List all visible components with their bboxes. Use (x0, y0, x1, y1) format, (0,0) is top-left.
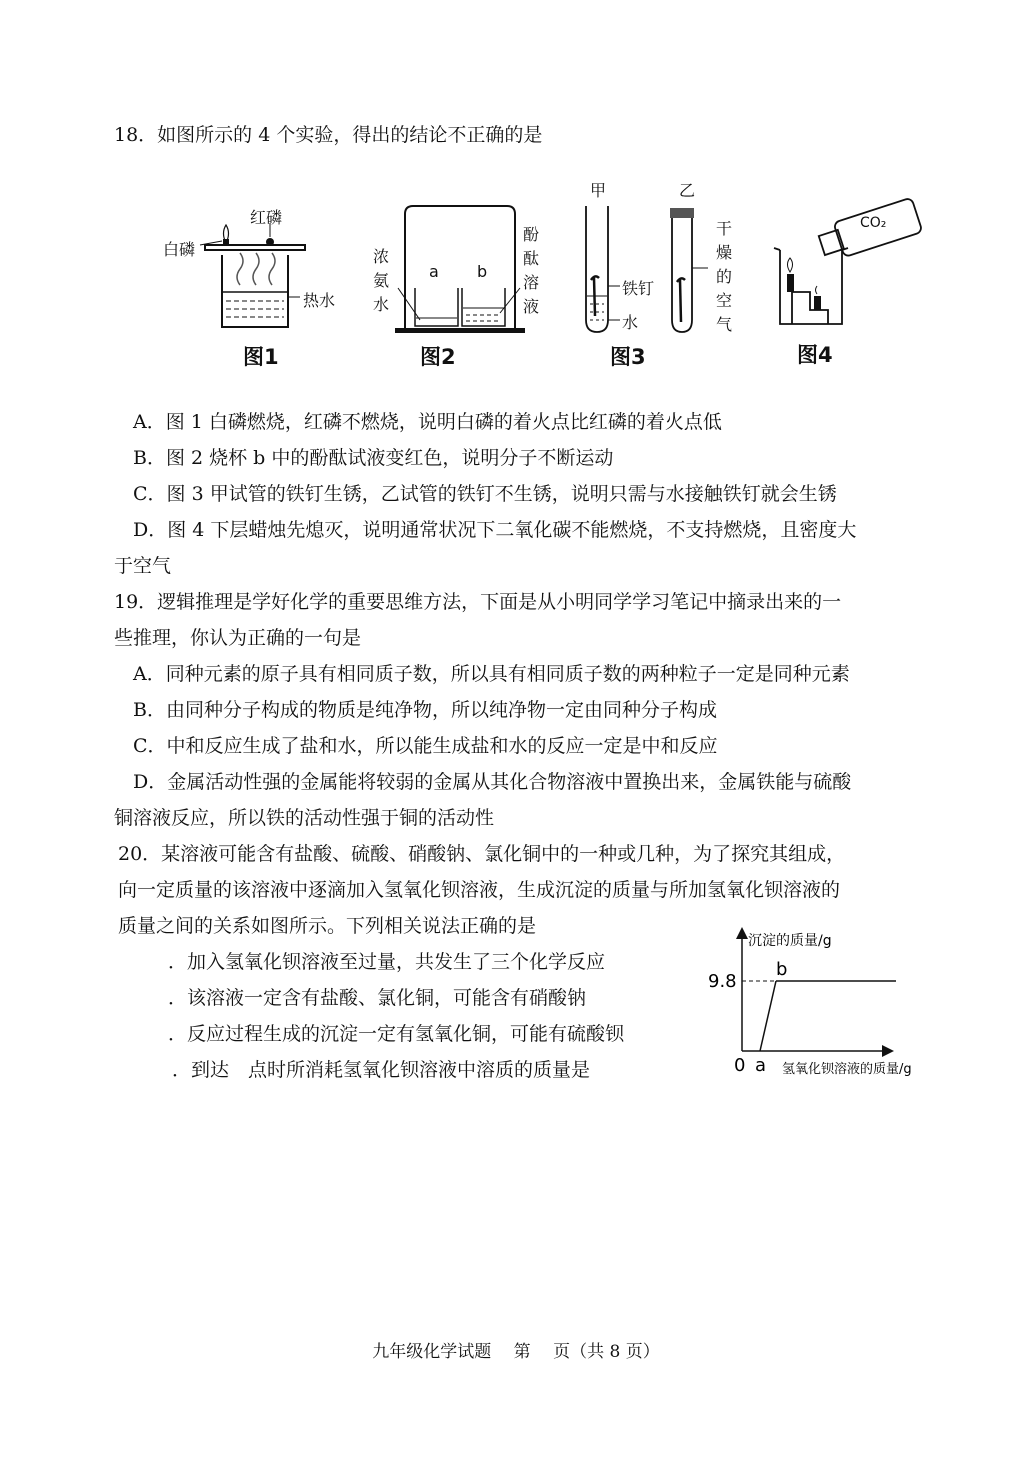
fig3-dry-air-label-3: 的 (716, 267, 733, 286)
fig3-dry-air-label-5: 气 (716, 315, 733, 334)
q18-option-d: D．图 4 下层蜡烛先熄灭，说明通常状况下二氧化碳不能燃烧，不支持燃烧，且密度大 (133, 519, 857, 541)
q20-precipitate-graph (700, 925, 940, 1085)
fig2-phenol-label-1: 酚 (523, 225, 540, 244)
q20-stem-line-1: 20．某溶液可能含有盐酸、硫酸、硝酸钠、氯化铜中的一种或几种，为了探究其组成， (118, 843, 846, 865)
fig2-b-label: b (477, 262, 488, 281)
fig4-caption: 图4 (797, 343, 833, 367)
q20-option-a: ．加入氢氧化钡溶液至过量，共发生了三个化学反应 (168, 951, 606, 973)
q19-stem-line-1: 19．逻辑推理是学好化学的重要思维方法，下面是从小明同学学习笔记中摘录出来的一 (114, 591, 842, 613)
q20-stem-line-2: 向一定质量的该溶液中逐滴加入氢氧化钡溶液，生成沉淀的质量与所加氢氧化钡溶液的 (118, 879, 841, 901)
fig3-yi-label: 乙 (679, 181, 696, 200)
fig3-water-label: 水 (622, 313, 639, 332)
fig3-jia-label: 甲 (590, 181, 607, 200)
q20-option-d: ．到达 点时所消耗氢氧化钡溶液中溶质的质量是 (172, 1059, 591, 1081)
fig2-ammonia-label-1: 浓 (373, 247, 390, 266)
q19-stem-line-2: 些推理，你认为正确的一句是 (114, 627, 362, 649)
fig2-phenol-label-4: 液 (523, 297, 540, 316)
q19-option-b: B．由同种分子构成的物质是纯净物，所以纯净物一定由同种分子构成 (133, 699, 717, 721)
q18-stem: 18．如图所示的 4 个实验，得出的结论不正确的是 (114, 124, 543, 146)
graph-y-label: 沉淀的质量/g (748, 933, 832, 949)
q20-stem-line-3: 质量之间的关系如图所示。下列相关说法正确的是 (118, 915, 537, 937)
q18-option-c: C．图 3 甲试管的铁钉生锈，乙试管的铁钉不生锈，说明只需与水接触铁钉就会生锈 (133, 483, 837, 505)
figure-3 (578, 198, 738, 338)
graph-point-b-label: b (776, 959, 788, 980)
graph-rising-segment (760, 981, 776, 1051)
fig3-dry-air-label-1: 干 (716, 219, 733, 238)
fig1-white-p-label: 白磷 (163, 240, 196, 259)
graph-point-a-label: a (755, 1055, 767, 1076)
graph-x-label: 氢氧化钡溶液的质量/g (782, 1062, 912, 1077)
fig2-phenol-label-3: 溶 (523, 273, 540, 292)
q19-option-d: D．金属活动性强的金属能将较弱的金属从其化合物溶液中置换出来，金属铁能与硫酸 (133, 771, 852, 793)
q18-option-b: B．图 2 烧杯 b 中的酚酞试液变红色，说明分子不断运动 (133, 447, 614, 469)
fig3-nail-label: 铁钉 (622, 279, 655, 298)
fig2-ammonia-label-3: 水 (373, 295, 390, 314)
fig4-co2-label: CO₂ (860, 215, 887, 231)
fig1-hot-water-label: 热水 (303, 291, 336, 310)
figure-4 (770, 192, 930, 332)
q18-option-d-continued: 于空气 (114, 555, 172, 577)
fig3-dry-air-label-2: 燥 (716, 243, 733, 262)
fig3-dry-air-label-4: 空 (716, 291, 733, 310)
q19-option-c: C．中和反应生成了盐和水，所以能生成盐和水的反应一定是中和反应 (133, 735, 718, 757)
graph-y-value-label: 9.8 (708, 971, 737, 992)
q20-option-b: ．该溶液一定含有盐酸、氯化铜，可能含有硝酸钠 (168, 987, 587, 1009)
fig1-caption: 图1 (243, 345, 279, 369)
q19-option-a: A．同种元素的原子具有相同质子数，所以具有相同质子数的两种粒子一定是同种元素 (133, 663, 850, 685)
q20-option-c: ．反应过程生成的沉淀一定有氢氧化铜，可能有硫酸钡 (168, 1023, 625, 1045)
fig2-phenol-label-2: 酞 (523, 249, 540, 268)
fig2-a-label: a (429, 262, 439, 281)
q18-option-a: A．图 1 白磷燃烧，红磷不燃烧，说明白磷的着火点比红磷的着火点低 (133, 411, 722, 433)
fig2-caption: 图2 (420, 345, 456, 369)
fig1-red-p-label: 红磷 (250, 208, 283, 227)
fig3-caption: 图3 (610, 345, 646, 369)
graph-origin-label: 0 (734, 1055, 746, 1076)
page-footer: 九年级化学试题 第 页（共 8 页） (372, 1342, 660, 1362)
fig2-ammonia-label-2: 氨 (373, 271, 390, 290)
q19-option-d-continued: 铜溶液反应，所以铁的活动性强于铜的活动性 (114, 807, 495, 829)
